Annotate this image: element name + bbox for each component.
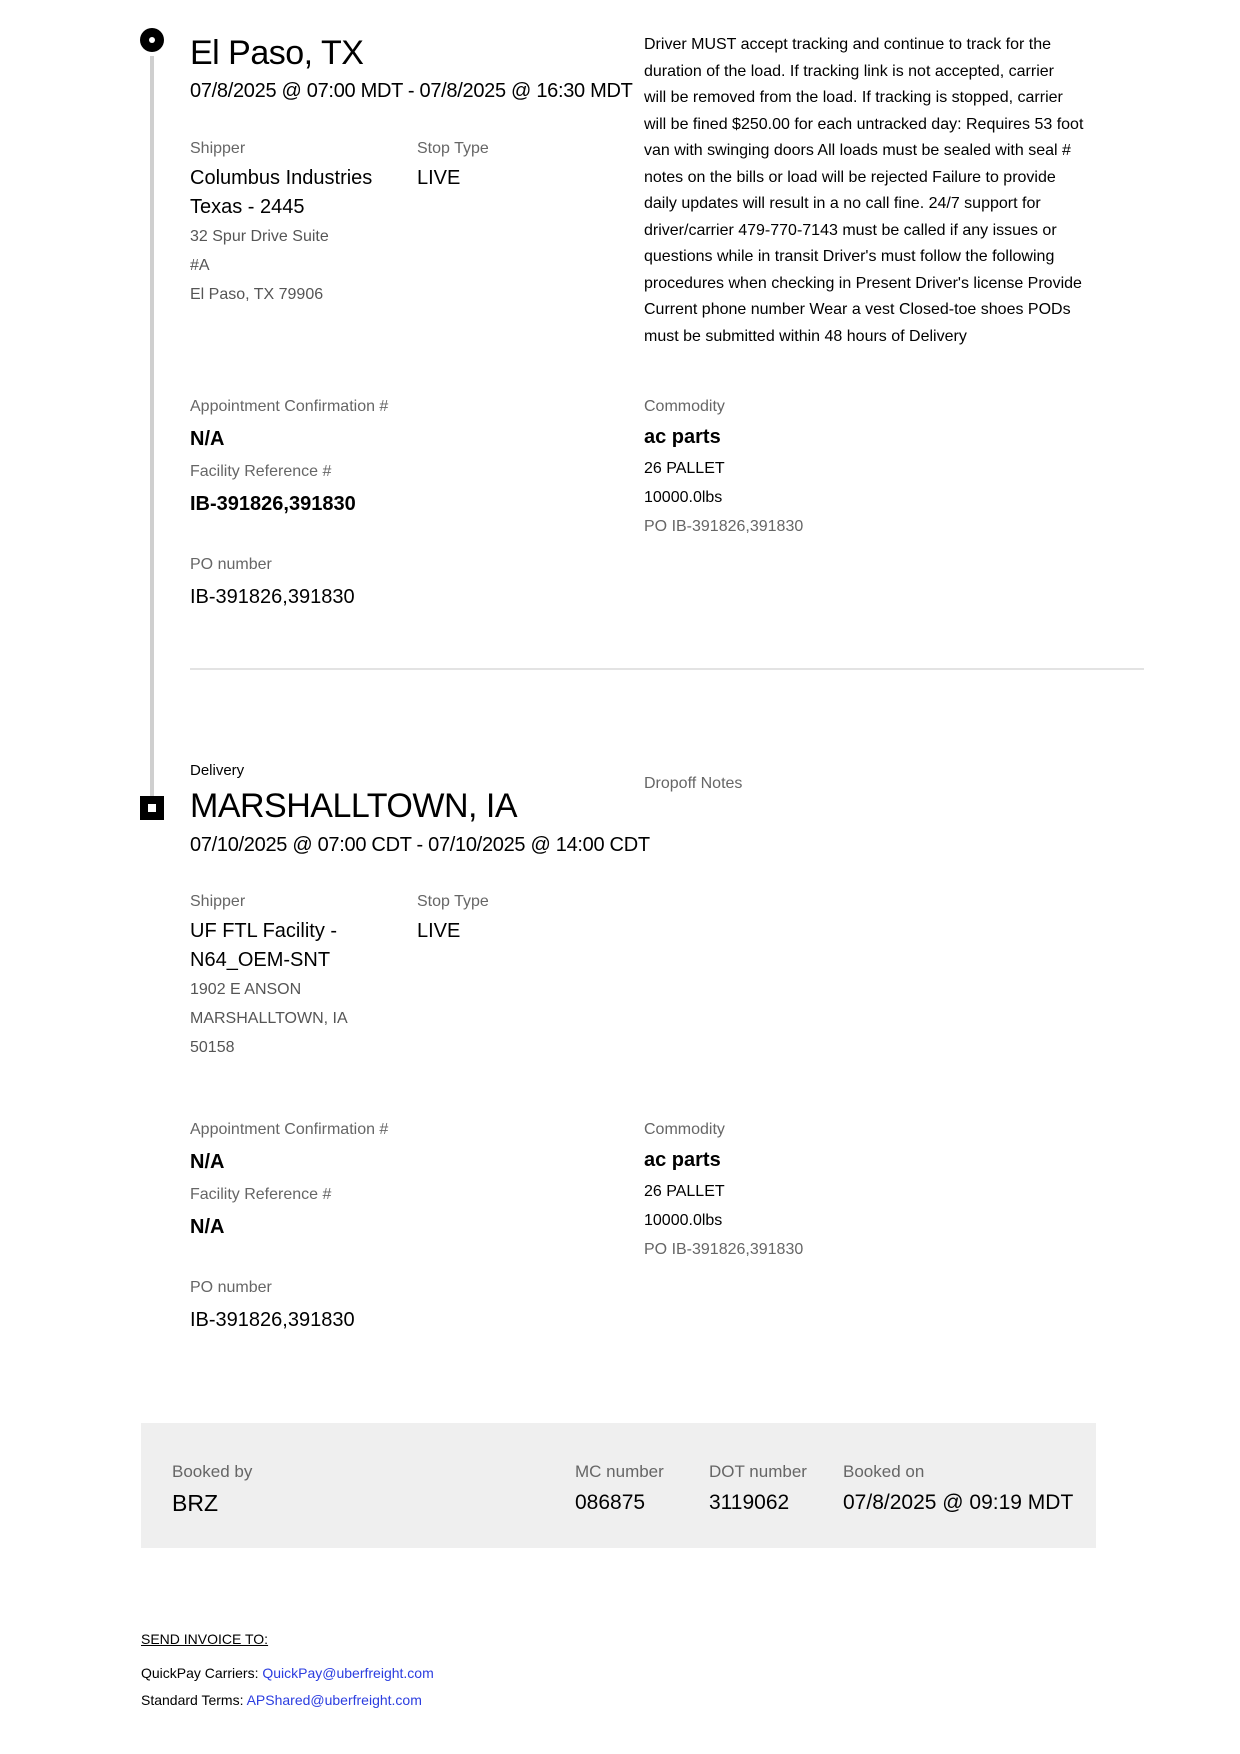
delivery-city: MARSHALLTOWN, IA	[190, 787, 518, 825]
booked-by-label: Booked by	[172, 1462, 253, 1481]
pickup-stop-type-label: Stop Type	[417, 140, 489, 157]
delivery-shipper-block	[190, 917, 410, 1062]
delivery-address-line3: 50158	[190, 1039, 235, 1056]
pickup-facility-value: IB-391826,391830	[190, 493, 356, 515]
delivery-commodity-label: Commodity	[644, 1121, 725, 1138]
booked-by-value: BRZ	[172, 1490, 218, 1516]
standard-terms-email-link[interactable]: APShared@uberfreight.com	[246, 1692, 422, 1708]
invoice-title: SEND INVOICE TO:	[141, 1631, 269, 1647]
pickup-address-line3: El Paso, TX 79906	[190, 286, 324, 303]
delivery-weight: 10000.0lbs	[644, 1212, 723, 1229]
delivery-address-line1: 1902 E ANSON	[190, 981, 302, 998]
pickup-notes-line: will be removed from the load. If tracking is stopped, carrier	[644, 89, 1063, 106]
pickup-commodity-value: ac parts	[644, 426, 721, 448]
pickup-notes-line: duration of the load. If tracking link is not accepted, carrier	[644, 62, 1054, 80]
booked-on-label: Booked on	[843, 1462, 925, 1481]
origin-stop-marker-icon	[140, 28, 164, 52]
pickup-notes-line: Current phone number Wear a vest Closed-toe shoes PODs	[644, 301, 1071, 318]
delivery-po-label: PO number	[190, 1279, 272, 1296]
pickup-notes-line: daily updates will result in a no call fine. 24/7 support for	[644, 195, 1041, 212]
delivery-stop-type: LIVE	[417, 920, 461, 942]
booking-summary-box	[141, 1423, 1096, 1548]
pickup-notes-line: notes on the bills or load will be rejected Failure to provide	[644, 168, 1056, 186]
delivery-commodity-details	[644, 1177, 803, 1264]
pickup-notes-line: questions while in transit Driver's must follow the following	[644, 248, 1055, 265]
pickup-shipper-label: Shipper	[190, 140, 246, 157]
delivery-shipper-name-line2: N64_OEM-SNT	[190, 949, 331, 971]
pickup-pallets: 26 PALLET	[644, 460, 725, 477]
delivery-facility-label: Facility Reference #	[190, 1186, 332, 1203]
pickup-address-line2: #A	[190, 257, 210, 274]
pickup-notes-line: Driver MUST accept tracking and continue to track for the	[644, 36, 1051, 53]
pickup-stop-type: LIVE	[417, 167, 461, 189]
delivery-appt-value: N/A	[190, 1151, 225, 1173]
section-divider	[190, 668, 1144, 670]
pickup-notes-line: will be fined $250.00 for each untracked day: Requires 53 foot	[644, 115, 1084, 133]
quickpay-label: QuickPay Carriers:	[141, 1665, 263, 1681]
pickup-shipper-block	[190, 164, 410, 309]
pickup-commodity-label: Commodity	[644, 398, 725, 415]
invoice-quickpay-line	[141, 1665, 434, 1681]
pickup-po-value: IB-391826,391830	[190, 586, 355, 608]
pickup-appt-value: N/A	[190, 428, 225, 450]
delivery-commodity-po: PO IB-391826,391830	[644, 1241, 804, 1258]
dropoff-notes-label: Dropoff Notes	[644, 775, 743, 792]
invoice-standard-line	[141, 1692, 422, 1708]
delivery-stage-label: Delivery	[190, 762, 245, 779]
pickup-shipper-name-line2: Texas - 2445	[190, 196, 305, 218]
delivery-shipper-name-line1: UF FTL Facility -	[190, 920, 338, 942]
delivery-shipper-label: Shipper	[190, 893, 246, 910]
delivery-appt-label: Appointment Confirmation #	[190, 1121, 389, 1138]
delivery-address-line2: MARSHALLTOWN, IA	[190, 1010, 348, 1027]
delivery-window: 07/10/2025 @ 07:00 CDT - 07/10/2025 @ 14:00 CDT	[190, 834, 650, 856]
pickup-city: El Paso, TX	[190, 34, 364, 72]
route-timeline-line	[150, 56, 154, 796]
pickup-notes-line: procedures when checking in Present Driver's license Provide	[644, 274, 1082, 292]
delivery-po-value: IB-391826,391830	[190, 1309, 355, 1331]
pickup-shipper-name-line1: Columbus Industries	[190, 167, 373, 189]
pickup-po-label: PO number	[190, 556, 272, 573]
pickup-notes-line: driver/carrier 479-770-7143 must be called if any issues or	[644, 221, 1057, 239]
delivery-stop-type-label: Stop Type	[417, 893, 489, 910]
pickup-address-line1: 32 Spur Drive Suite	[190, 228, 329, 245]
booked-on-value: 07/8/2025 @ 09:19 MDT	[843, 1491, 1074, 1514]
pickup-window: 07/8/2025 @ 07:00 MDT - 07/8/2025 @ 16:30 MDT	[190, 80, 633, 102]
pickup-weight: 10000.0lbs	[644, 489, 723, 506]
pickup-commodity-details	[644, 454, 803, 541]
standard-terms-label: Standard Terms:	[141, 1692, 247, 1708]
pickup-appt-label: Appointment Confirmation #	[190, 398, 389, 415]
pickup-notes-line: must be submitted within 48 hours of Delivery	[644, 327, 967, 345]
dot-number-label: DOT number	[709, 1462, 807, 1481]
mc-number-label: MC number	[575, 1462, 664, 1481]
pickup-notes	[644, 32, 1124, 350]
dot-number-value: 3119062	[709, 1491, 790, 1514]
delivery-commodity-value: ac parts	[644, 1149, 721, 1171]
pickup-notes-line: van with swinging doors All loads must be sealed with seal #	[644, 142, 1071, 159]
delivery-pallets: 26 PALLET	[644, 1183, 725, 1200]
mc-number-value: 086875	[575, 1491, 646, 1514]
destination-stop-marker-icon	[140, 796, 164, 820]
quickpay-email-link[interactable]: QuickPay@uberfreight.com	[262, 1665, 434, 1681]
delivery-facility-value: N/A	[190, 1216, 225, 1238]
pickup-facility-label: Facility Reference #	[190, 463, 332, 480]
pickup-commodity-po: PO IB-391826,391830	[644, 518, 804, 535]
